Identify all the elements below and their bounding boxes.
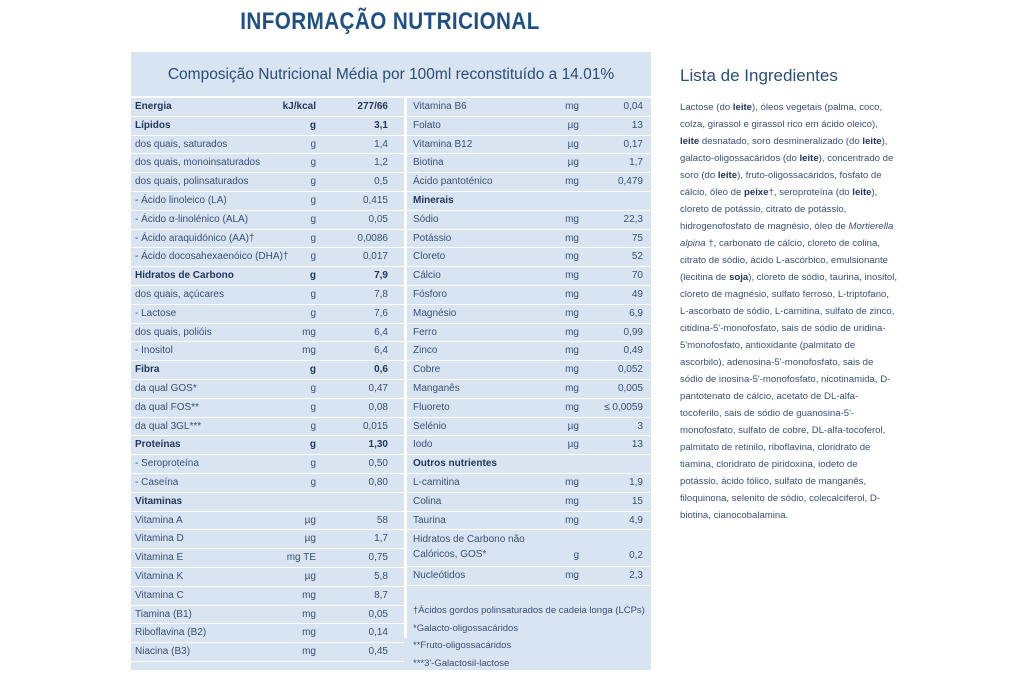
ingredients-text	[680, 99, 898, 524]
nutrient-row	[131, 248, 404, 267]
nutrition-column-right	[407, 98, 651, 586]
nutrient-value: 22,3	[623, 213, 643, 225]
nutrient-name: - Caseína	[135, 476, 179, 488]
nutrient-value: 1,7	[629, 157, 643, 169]
nutrient-name: Zinco	[413, 345, 438, 357]
nutrient-value: 0,2	[629, 550, 643, 562]
nutrient-unit: mg	[565, 101, 579, 112]
nutrient-row	[131, 624, 404, 643]
nutrient-value: 0,99	[623, 326, 643, 338]
nutrient-row	[131, 493, 404, 512]
nutrient-unit: mg	[565, 345, 579, 357]
nutrient-value: 6,9	[629, 307, 643, 319]
allergen-highlight: leite	[799, 153, 819, 164]
nutrient-unit: g	[309, 364, 316, 376]
nutrient-unit: µg	[304, 514, 316, 526]
nutrient-name: Hidratos de Carbono não Calóricos, GOS*	[413, 534, 525, 561]
nutrient-name: Niacina (B3)	[135, 646, 191, 658]
footnotes	[413, 602, 645, 670]
nutrient-row	[131, 530, 404, 549]
nutrient-value: 6,4	[374, 326, 388, 338]
nutrient-value: 0,05	[368, 213, 388, 225]
nutrient-value: 0,08	[368, 401, 388, 413]
nutrient-name: L-carnitina	[413, 476, 460, 488]
nutrient-name: Vitamina B6	[413, 101, 467, 112]
nutrient-unit: g	[310, 251, 316, 263]
nutrition-column-left	[131, 98, 404, 662]
nutrient-row	[407, 436, 651, 455]
nutrient-row	[131, 342, 404, 361]
nutrient-value: 3,1	[374, 119, 388, 131]
ingredients-title: Lista de Ingredientes	[680, 66, 838, 85]
nutrient-row	[407, 230, 651, 249]
allergen-highlight: leite	[732, 102, 753, 113]
nutrient-unit: mg	[302, 627, 316, 639]
nutrient-unit: mg	[302, 646, 316, 658]
nutrient-name: Vitaminas	[135, 495, 183, 507]
nutrient-value: 0,80	[368, 476, 388, 488]
nutrient-row	[407, 98, 651, 117]
nutrient-value: 0,415	[362, 194, 388, 206]
nutrient-row	[407, 361, 651, 380]
nutrient-name: Fósforo	[413, 288, 447, 300]
nutrient-unit: mg	[565, 514, 579, 526]
nutrient-unit: mg	[565, 251, 579, 263]
nutrient-row	[131, 154, 404, 173]
nutrient-unit: mg	[565, 288, 579, 300]
nutrient-unit: mg	[565, 364, 579, 376]
nutrient-value: 1,7	[374, 533, 388, 545]
nutrient-name: Fluoreto	[413, 401, 450, 413]
nutrient-name: Manganês	[413, 382, 460, 394]
nutrient-row	[131, 98, 404, 117]
nutrient-unit: mg	[565, 495, 579, 507]
nutrient-row	[131, 267, 404, 286]
nutrient-row	[131, 361, 404, 380]
nutrient-unit: µg	[567, 439, 579, 451]
nutrient-unit: g	[310, 382, 316, 394]
nutrient-value: 277/66	[357, 101, 388, 112]
nutrient-row	[407, 455, 651, 474]
ingredient-text-segment: ), cloreto de potássio, citrato de potássio, hidrogenofosfato de magnésio, óleo de	[680, 187, 878, 232]
nutrient-value: ≤ 0,0059	[604, 401, 643, 413]
allergen-highlight: leite	[680, 136, 700, 147]
nutrient-row	[131, 305, 404, 324]
nutrient-name: Cobre	[413, 364, 441, 376]
nutrient-value: 13	[631, 439, 643, 451]
nutrient-unit: g	[310, 213, 316, 225]
nutrient-row	[131, 399, 404, 418]
allergen-highlight: peixe	[744, 187, 769, 198]
nutrient-name: - Ácido docosahexaenóico (DHA)†	[135, 251, 289, 263]
nutrient-unit: mg	[302, 589, 316, 601]
nutrient-value: 70	[631, 270, 643, 282]
nutrient-unit: mg	[565, 476, 579, 488]
nutrient-name: dos quais, açúcares	[135, 288, 224, 300]
nutrient-row	[407, 380, 651, 399]
nutrient-unit: g	[310, 176, 316, 188]
nutrient-value: 0,017	[362, 251, 388, 263]
nutrient-value: 0,75	[368, 552, 388, 564]
nutrient-unit: g	[310, 138, 316, 150]
nutrient-value: 3	[637, 420, 643, 432]
nutrient-value: 1,9	[629, 476, 643, 488]
nutrient-name: Lípidos	[135, 119, 171, 131]
nutrient-name: - Inositol	[135, 345, 173, 357]
nutrient-row	[407, 286, 651, 305]
nutrient-value: 13	[631, 119, 643, 131]
nutrient-value: 0,0086	[357, 232, 388, 244]
nutrient-name: Vitamina C	[135, 589, 184, 601]
ingredient-text-segment: †, seroproteína (do	[768, 187, 853, 198]
nutrient-unit: mg	[565, 213, 579, 225]
nutrient-unit: µg	[304, 533, 316, 545]
nutrient-unit: µg	[304, 570, 316, 582]
nutrient-name: Selénio	[413, 420, 447, 432]
nutrient-row	[407, 211, 651, 230]
nutrient-row	[407, 324, 651, 343]
nutrient-row	[407, 117, 651, 136]
nutrient-unit: mg TE	[286, 552, 316, 564]
nutrient-unit: g	[310, 458, 316, 470]
nutrient-name: dos quais, polinsaturados	[135, 176, 249, 188]
nutrient-name: Sódio	[413, 213, 439, 225]
ingredient-text-segment: ), concentrado de soro (do	[680, 153, 894, 181]
nutrient-name: Vitamina D	[135, 533, 184, 545]
nutrient-value: 6,4	[374, 345, 388, 357]
nutrient-row	[407, 154, 651, 173]
nutrient-row	[131, 286, 404, 305]
nutrient-value: 0,005	[617, 382, 643, 394]
nutrient-row	[131, 173, 404, 192]
nutrient-name: Proteínas	[135, 439, 181, 451]
nutrient-row	[407, 305, 651, 324]
nutrient-unit: mg	[302, 326, 316, 338]
nutrient-row	[407, 342, 651, 361]
nutrient-name: Nucleótidos	[413, 569, 466, 581]
nutrient-value: 4,9	[629, 514, 643, 526]
nutrient-name: Folato	[413, 119, 441, 131]
nutrient-value: 15	[631, 495, 643, 507]
nutrient-row	[407, 399, 651, 418]
nutrient-value: 0,05	[368, 608, 388, 620]
nutrient-unit: mg	[565, 307, 579, 319]
nutrient-row	[407, 567, 651, 586]
nutrient-value: 2,3	[629, 569, 643, 581]
ingredient-text-segment: ), galacto-oligossacáridos (do	[680, 136, 888, 164]
nutrient-unit: mg	[565, 326, 579, 338]
nutrient-name: Ácido pantoténico	[413, 176, 493, 188]
nutrient-name: Vitamina K	[135, 570, 184, 582]
nutrient-name: Vitamina E	[135, 552, 184, 564]
nutrient-value: 49	[631, 288, 643, 300]
nutrient-unit: mg	[565, 232, 579, 244]
nutrient-row	[131, 549, 404, 568]
nutrient-value: 7,9	[374, 270, 388, 282]
nutrient-row	[131, 455, 404, 474]
nutrient-row	[407, 474, 651, 493]
nutrient-unit: g	[310, 157, 316, 169]
nutrient-name: - Ácido linoleico (LA)	[135, 194, 227, 206]
nutrient-name: Potássio	[413, 232, 452, 244]
nutrient-name: Taurina	[413, 514, 446, 526]
nutrient-unit: g	[310, 232, 316, 244]
nutrient-row	[131, 568, 404, 587]
nutrient-name: - Ácido α-linolénico (ALA)	[135, 213, 249, 225]
nutrient-name: Colina	[413, 495, 442, 507]
ingredient-text-segment: desnatado, soro desmineralizado (do	[699, 136, 863, 147]
footnote: *Galacto-oligossacáridos	[413, 622, 519, 634]
nutrient-unit: g	[310, 420, 316, 432]
nutrient-row	[131, 230, 404, 249]
nutrient-row	[407, 192, 651, 211]
nutrient-unit: µg	[567, 420, 579, 432]
allergen-highlight: leite	[862, 136, 882, 147]
nutrient-name: - Lactose	[135, 307, 177, 319]
nutrient-name: dos quais, monoinsaturados	[135, 157, 261, 169]
nutrient-value: 7,8	[374, 288, 388, 300]
nutrient-row	[131, 643, 404, 662]
nutrient-unit: g	[309, 270, 316, 282]
nutrient-unit: mg	[302, 345, 316, 357]
nutrient-value: 0,50	[368, 458, 388, 470]
ingredient-text-segment: Mortierella alpina	[680, 221, 894, 249]
nutrient-row	[131, 587, 404, 606]
nutrient-row	[407, 136, 651, 155]
nutrient-value: 1,4	[374, 138, 388, 150]
nutrient-unit: mg	[302, 608, 316, 620]
nutrient-value: 58	[376, 514, 388, 526]
nutrient-value: 0,052	[617, 364, 643, 376]
nutrient-unit: µg	[567, 119, 579, 131]
nutrient-unit: g	[310, 307, 316, 319]
nutrient-value: 52	[631, 251, 643, 263]
nutrient-name: - Ácido araquidónico (AA)†	[135, 232, 255, 244]
nutrient-value: 75	[631, 232, 643, 244]
nutrient-name: Iodo	[413, 439, 433, 451]
nutrient-value: 0,015	[362, 420, 388, 432]
nutrient-name: da qual FOS**	[135, 401, 199, 413]
nutrient-row	[407, 267, 651, 286]
nutrient-value: 7,6	[374, 307, 388, 319]
nutrient-row	[131, 436, 404, 455]
nutrient-unit: g	[310, 288, 316, 300]
nutrient-value: 0,5	[374, 176, 388, 188]
nutrient-row	[131, 418, 404, 437]
nutrient-unit: g	[310, 476, 316, 488]
nutrient-name: Ferro	[413, 326, 437, 338]
nutrient-name: Minerais	[413, 194, 454, 206]
nutrient-name: Vitamina A	[135, 514, 183, 526]
nutrient-name: Riboflavina (B2)	[135, 627, 207, 639]
ingredient-text-segment: ), óleos vegetais (palma, coco, colza, girassol e girassol rico em ácido oleico),	[680, 102, 883, 130]
table-title: Composição Nutricional Média por 100ml reconstituído a 14.01%	[167, 66, 615, 83]
nutrient-unit: kJ/kcal	[282, 101, 316, 112]
nutrient-value: 0,49	[623, 345, 643, 357]
nutrient-row	[131, 512, 404, 531]
nutrient-value: 8,7	[374, 589, 388, 601]
nutrient-row	[407, 530, 651, 567]
allergen-highlight: leite	[717, 170, 738, 181]
nutrient-name: da qual 3GL***	[135, 420, 202, 432]
nutrient-row	[131, 324, 404, 343]
nutrient-row	[407, 248, 651, 267]
page-title: INFORMAÇÃO NUTRICIONAL	[240, 8, 540, 35]
nutrient-unit: mg	[565, 401, 579, 413]
nutrient-row	[131, 380, 404, 399]
nutrient-row	[131, 136, 404, 155]
nutrient-row	[407, 173, 651, 192]
nutrient-row	[131, 192, 404, 211]
nutrient-unit: g	[310, 401, 316, 413]
nutrient-row	[131, 211, 404, 230]
nutrient-row	[407, 418, 651, 437]
nutrient-unit: g	[309, 439, 316, 451]
nutrient-row	[131, 606, 404, 625]
nutrient-unit: mg	[565, 270, 579, 282]
nutrient-name: Energia	[135, 101, 172, 112]
nutrient-unit: g	[310, 194, 316, 206]
ingredient-text-segment: Lactose (do	[680, 102, 733, 113]
nutrient-row	[131, 117, 404, 136]
nutrient-value: 0,14	[368, 627, 388, 639]
nutrient-value: 0,04	[623, 101, 643, 112]
nutrient-value: 0,6	[374, 364, 388, 376]
nutrient-name: Outros nutrientes	[413, 458, 497, 470]
nutrient-name: - Seroproteína	[135, 458, 199, 470]
nutrient-unit: mg	[565, 176, 579, 188]
nutrient-value: 1,30	[368, 439, 388, 451]
footnote: **Fruto-oligossacáridos	[413, 640, 512, 652]
nutrient-row	[131, 474, 404, 493]
nutrient-name: da qual GOS*	[135, 382, 197, 394]
nutrient-unit: µg	[567, 157, 579, 169]
nutrient-unit: g	[573, 550, 579, 562]
nutrient-value: 0,17	[623, 138, 643, 150]
nutrient-name: Fibra	[135, 364, 160, 376]
allergen-highlight: leite	[852, 187, 872, 198]
allergen-highlight: soja	[729, 272, 749, 283]
nutrient-row	[407, 493, 651, 512]
nutrient-name: Tiamina (B1)	[135, 608, 192, 620]
nutrient-row	[407, 512, 651, 531]
nutrient-unit: mg	[565, 569, 579, 581]
nutrient-unit: mg	[565, 382, 579, 394]
nutrient-unit: µg	[567, 138, 579, 150]
nutrient-name: Vitamina B12	[413, 138, 473, 150]
nutrient-value: 0,47	[368, 382, 388, 394]
nutrient-name: dos quais, saturados	[135, 138, 228, 150]
nutrient-name: Magnésio	[413, 307, 457, 319]
ingredient-text-segment: †, carbonato de cálcio, cloreto de colina, citrato de sódio, ácido L-ascórbico, emulsionante (lecitina de	[680, 238, 888, 283]
footnote: †Ácidos gordos polinsaturados de cadeia longa (LCPs)	[413, 605, 645, 616]
nutrient-name: dos quais, polióis	[135, 326, 212, 338]
nutrient-value: 1,2	[374, 157, 388, 169]
nutrient-value: 0,45	[368, 646, 388, 658]
nutrient-name: Cloreto	[413, 251, 446, 263]
ingredient-text-segment: ), cloreto de sódio, taurina, inositol, cloreto de magnésio, sulfato ferroso, L-triptofano, L-ascorbato de sódio, L-carnitina, sulfato de zinco, citidina-5'-monofosfato, sais de sódio de uridina-5'monofosfato, antioxidante (palmitato de ascorbilo), adenosina-5'-monofosfato, sais de sódio de inosina-5'-monofosfato, nicotinamida, D-pantotenato de cálcio, acetato de DL-alfa-tocoferilo, sais de sódio de guanosina-5'-monofosfato, sulfato de cobre, DL-alfa-tocoferol, palmitato de retinilo, riboflavina, cloridrato de tiamina, cloridrato de piridoxina, iodeto de potássio, ácido fólico, sulfato de manganês, filoquinona, selenito de sódio, colecalciferol, D-biotina, cianocobalamina.	[680, 272, 898, 521]
nutrient-name: Hidratos de Carbono	[135, 270, 234, 282]
footnote: ***3'-Galactosil-lactose	[413, 657, 510, 669]
ingredient-text-segment: ), fruto-oligossacáridos, fosfato de cálcio, óleo de	[680, 170, 882, 198]
nutrition-table-panel	[131, 52, 651, 670]
nutrient-value: 5,8	[374, 570, 388, 582]
nutrient-unit: g	[309, 119, 316, 131]
nutrient-name: Biotina	[413, 157, 444, 169]
nutrient-value: 0,479	[617, 176, 643, 188]
nutrient-name: Cálcio	[413, 270, 441, 282]
